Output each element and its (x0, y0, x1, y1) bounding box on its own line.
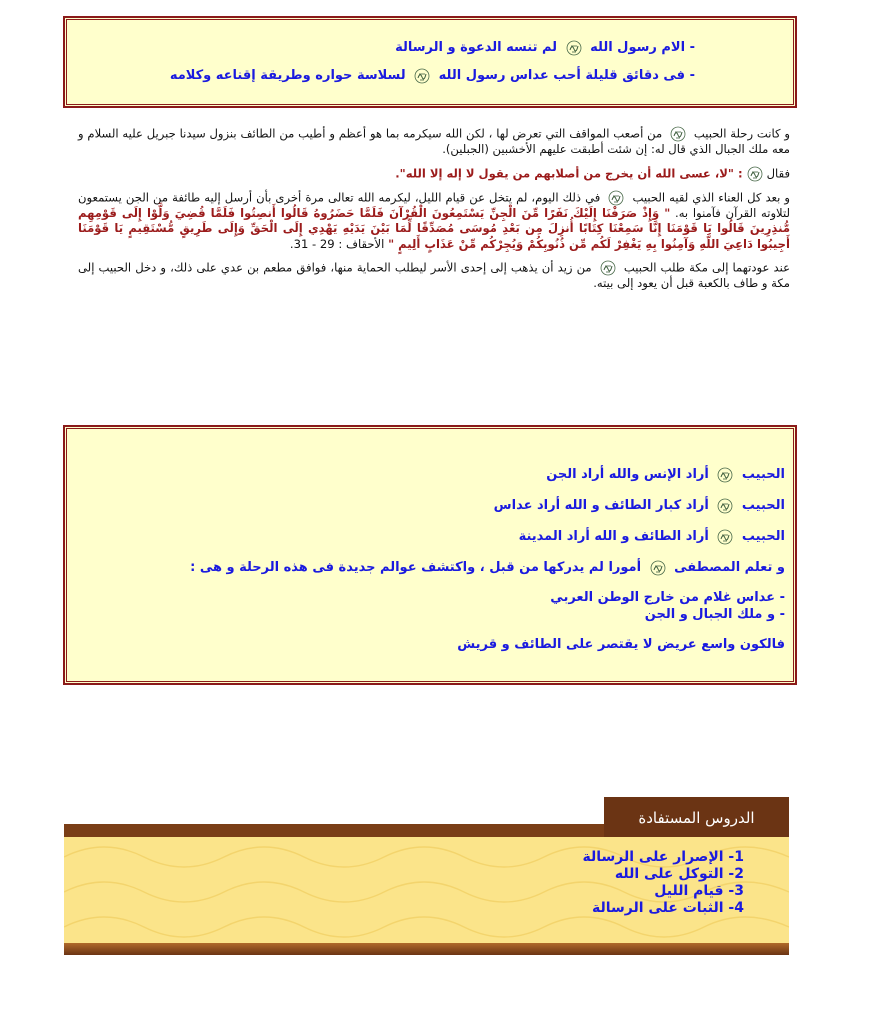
lesson-item: 1- الإصرار على الرسالة (582, 849, 744, 865)
reflection-2-b: أراد كبار الطائف و الله أراد عداس (493, 498, 709, 513)
reflection-line-1 (75, 459, 785, 490)
top-highlight-box (64, 17, 796, 107)
p3-text-a: و بعد كل العناء الذي لقيه الحبيب (632, 190, 791, 204)
seal-icon (414, 68, 430, 84)
reflection-4-a: و تعلم المصطفى (674, 560, 785, 575)
reflections-box (64, 426, 796, 684)
p2-quote: : "لا، عسى الله أن يخرج من أصلابهم من يقول لا إله إلا الله". (395, 166, 743, 180)
reflection-4-b: أمورا لم يدركها من قبل ، واكتشف عوالم جديدة فى هذه الرحلة و هى : (190, 560, 642, 575)
reflection-line-5: - عداس غلام من خارج الوطن العربي (550, 590, 785, 605)
p1-text-b: من أصعب المواقف التي تعرض لها ، لكن الله سيكرمه بما هو أعظم و أطيب من الطائف بنزول سيدنا جبريل عليه السلام و معه ملك الجبال الذي قال له: إن شئت أطبقت عليهم الأخشبين (الجبلين). (78, 126, 790, 156)
seal-icon (717, 467, 733, 483)
reflection-1-a: الحبيب (741, 467, 785, 482)
top-line2-text-a: - فى دقائق قليلة أحب عداس رسول الله (438, 68, 695, 83)
lesson-item: 2- التوكل على الله (614, 866, 744, 882)
reflection-1-b: أراد الإنس والله أراد الجن (546, 467, 709, 482)
reflection-line-2 (75, 490, 785, 521)
lessons-bottom-bar (64, 943, 789, 955)
top-box-line-1 (85, 34, 775, 62)
seal-icon (717, 529, 733, 545)
quran-verse: " وَإِذْ صَرَفْنَا إِلَيْكَ نَفَرًا مِّنَ الْجِنِّ يَسْتَمِعُونَ الْقُرْآنَ فَلَمَّا حَضَرُوهُ قَالُوا أَنصِتُوا فَلَمَّا قُضِيَ وَلَّوْا إِلَى قَوْمِهِم مُّنذِرِينَ قَالُوا يَا قَوْمَنَا إِنَّا سَمِعْنَا كِتَابًا أُنزِلَ مِن بَعْدِ مُوسَى مُصَدِّقًا لِّمَا بَيْنَ يَدَيْهِ يَهْدِي إِلَى الْحَقِّ وَإِلَى طَرِيقٍ مُّسْتَقِيمٍ يَا قَوْمَنَا أَجِيبُوا دَاعِيَ اللَّهِ وَآمِنُوا بِهِ يَغْفِرْ لَكُم مِّن ذُنُوبِكُمْ وَيُجِرْكُم مِّنْ عَذَابٍ أَلِيمٍ " (78, 205, 790, 251)
top-line1-text-a: - الام رسول الله (590, 40, 695, 55)
article-body (78, 126, 790, 300)
reflection-line-3 (75, 521, 785, 552)
top-line2-text-b: لسلاسة حواره وطريقة إقناعه وكلامه (169, 68, 406, 83)
reflection-line-6: - و ملك الجبال و الجن (644, 607, 785, 622)
seal-icon (566, 40, 582, 56)
verse-reference: الأحقاف : 29 - 31. (289, 236, 385, 251)
reflection-3-a: الحبيب (741, 529, 785, 544)
reflection-line-4 (75, 552, 785, 583)
paragraph-2 (78, 166, 790, 182)
paragraph-3 (78, 190, 790, 253)
lessons-title-tab: الدروس المستفادة (604, 797, 789, 837)
seal-icon (670, 126, 686, 142)
top-box-line-2 (85, 62, 775, 90)
paragraph-1 (78, 126, 790, 158)
seal-icon (608, 190, 624, 206)
p4-text-a: عند عودتهما إلى مكة طلب الحبيب (623, 260, 790, 275)
paragraph-4 (78, 260, 790, 292)
seal-icon (600, 260, 616, 276)
p2-text-a: فقال (766, 166, 790, 180)
lessons-list (583, 849, 744, 917)
top-line1-text-b: لم تنسه الدعوة و الرسالة (395, 40, 558, 55)
p1-text-a: و كانت رحلة الحبيب (693, 126, 790, 141)
p4-text-b: من زيد أن يذهب إلى إحدى الأسر ليطلب الحماية منها، فوافق مطعم بن عدي على ذلك، و دخل الحبيب إلى مكة و طاف بالكعبة قبل أن يعود إلى بيته. (78, 260, 790, 290)
reflection-2-a: الحبيب (741, 498, 785, 513)
p3-text-b: في ذلك اليوم، لم يتخل عن قيام الليل، ليكرمه الله تعالى مرة أخرى بأن أرسل إليه طائفة من الجن يستمعون لتلاوته القرآن فآمنوا به. (78, 190, 790, 220)
reflection-3-b: أراد الطائف و الله أراد المدينة (518, 529, 709, 544)
seal-icon (717, 498, 733, 514)
lessons-panel (64, 837, 789, 945)
lesson-item: 3- قيام الليل (654, 883, 744, 899)
reflection-line-7: فالكون واسع عريض لا يقتصر على الطائف و قريش (457, 637, 785, 652)
seal-icon (650, 560, 666, 576)
lesson-item: 4- الثبات على الرسالة (592, 900, 744, 916)
seal-icon (747, 166, 763, 182)
